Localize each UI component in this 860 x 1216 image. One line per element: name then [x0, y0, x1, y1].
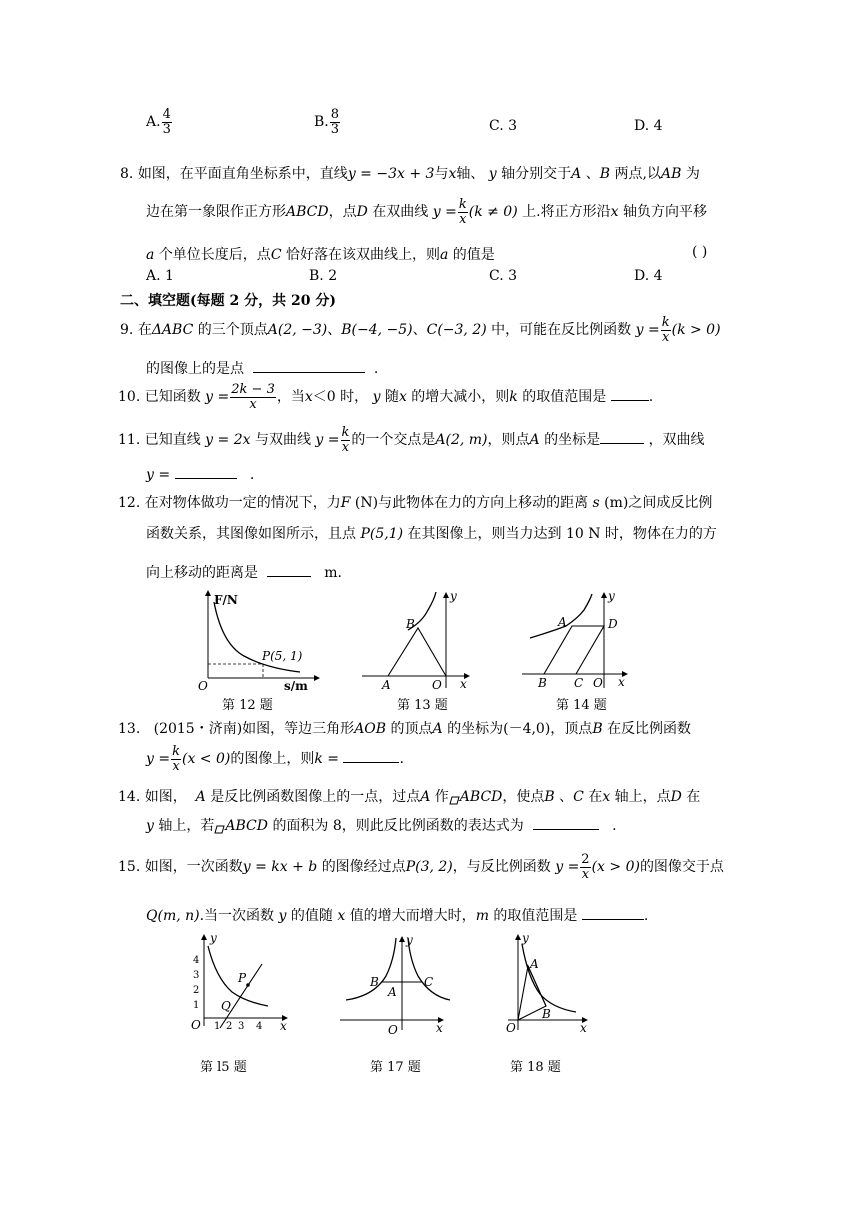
fig14-caption: 第 14 题 — [556, 698, 607, 713]
fig13-origin: O — [432, 678, 442, 692]
fig17-origin: O — [388, 1023, 398, 1036]
q8-line-2: 边在第一象限作正方形ABCD，点D 在双曲线 y = $\frac{k}{x}$ (k ≠ 0) 上.将正方形沿x 轴负方向平移 — [146, 197, 707, 227]
q8-answer-paren: ( ) — [692, 244, 708, 260]
figure-18 — [500, 930, 592, 1036]
fig18-y: y — [522, 931, 529, 945]
fig15-xtick-2: 2 — [226, 1021, 233, 1032]
q14-answer-blank[interactable] — [533, 817, 599, 830]
q11-line-1: 11. 已知直线 y = 2x 与双曲线 y = $\frac{k}{x}$ 的一个交点是A(2, m)，则点A 的坐标是 ，双曲线 — [118, 425, 705, 455]
fig13-caption: 第 13 题 — [397, 698, 448, 713]
q13-answer-blank[interactable] — [343, 750, 399, 763]
fig14-x: x — [618, 675, 625, 689]
fig15-ytick-3: 3 — [193, 970, 200, 981]
q12-line-2: 函数关系，其图像如图所示，且点 P(5,1) 在其图像上，则当力达到 10 N 时，物体在力的方 — [146, 526, 717, 542]
fig14-d: D — [608, 617, 618, 631]
q13-line-1: 13. (2015・济南)如图，等边三角形AOB 的顶点A 的坐标为(－4,0)，顶点B 在反比例函数 — [118, 721, 692, 737]
q14-line-2: y 轴上，若 ABCD 的面积为 8，则此反比例函数的表达式为 . — [146, 818, 617, 834]
parallelogram-icon — [214, 822, 225, 831]
q8-option-b: B. 2 — [309, 268, 338, 284]
figure-17 — [338, 930, 450, 1036]
q8-option-a: A. 1 — [146, 268, 174, 284]
fig15-y: y — [210, 931, 217, 945]
q7-option-b: B. $\frac{8}{3}$ — [314, 107, 340, 137]
fig13-b: B — [406, 617, 415, 631]
fig15-p: P — [238, 971, 247, 985]
q10-answer-blank[interactable] — [611, 388, 649, 401]
fig12-xlabel: s/m — [284, 679, 308, 692]
fig18-origin: O — [506, 1021, 516, 1035]
fig17-y: y — [406, 933, 413, 947]
q11-hyperbola-blank[interactable] — [175, 466, 237, 479]
fig17-b: B — [370, 975, 379, 989]
q9-answer-blank[interactable] — [253, 360, 365, 373]
q11-line-2: y = . — [146, 467, 255, 483]
q7-option-d: D. 4 — [634, 118, 663, 134]
fig15-caption: 第 l5 题 — [200, 1060, 247, 1075]
fig12-point-p: P(5, 1) — [262, 649, 303, 663]
fig17-c: C — [424, 975, 434, 989]
parallelogram-icon — [449, 793, 460, 802]
fig18-caption: 第 18 题 — [510, 1060, 561, 1075]
q10-line-1: 10. 已知函数 y = $\frac{2k - 3}{x}$ ，当x＜0 时， y 随x 的增大减小，则k 的取值范围是 . — [118, 382, 654, 412]
fig14-b: B — [538, 676, 547, 690]
fig15-xtick-1: 1 — [214, 1021, 221, 1032]
figure-15 — [184, 930, 294, 1034]
fig13-a: A — [382, 678, 391, 692]
q8-option-c: C. 3 — [489, 268, 518, 284]
fig12-ylabel: F/N — [214, 593, 238, 607]
q15-answer-blank[interactable] — [582, 907, 644, 920]
fig14-a: A — [558, 615, 567, 629]
fig14-c: C — [574, 676, 584, 690]
q9-line-2: 的图像上的是点 . — [146, 361, 379, 377]
fig15-ytick-2: 2 — [193, 985, 200, 996]
q8-line-1: 8. 如图，在平面直角坐标系中，直线y = −3x + 3与x轴、 y 轴分别交于A 、B 两点,以AB 为 — [120, 166, 700, 182]
fig15-origin: O — [191, 1018, 201, 1032]
fig15-ytick-1: 1 — [193, 1000, 200, 1011]
q7-option-c: C. 3 — [489, 118, 518, 134]
figure-12 — [196, 588, 320, 692]
q8-option-d: D. 4 — [634, 268, 663, 284]
q12-answer-blank[interactable] — [267, 564, 311, 577]
fig13-x: x — [460, 677, 467, 691]
q12-line-3: 向上移动的距离是 m. — [146, 565, 342, 581]
q8-line-3: a 个单位长度后，点C 恰好落在该双曲线上，则a 的值是 — [146, 247, 495, 263]
q12-line-1: 12. 在对物体做功一定的情况下，力F (N)与此物体在力的方向上移动的距离 s (m)之间成反比例 — [118, 495, 713, 511]
fig18-b: B — [542, 1007, 551, 1021]
q15-line-2: Q(m, n).当一次函数 y 的值随 x 值的增大而增大时，m 的取值范围是 . — [146, 908, 649, 924]
q14-line-1: 14. 如图， A 是反比例函数图像上的一点，过点A 作 ABCD，使点B 、C 在x 轴上，点D 在 — [118, 789, 701, 805]
q11-coordinate-blank[interactable] — [600, 431, 644, 444]
fig18-x: x — [580, 1021, 587, 1035]
fig14-y: y — [608, 589, 615, 603]
q7-option-a: A. $\frac{4}{3}$ — [146, 107, 171, 137]
fig12-caption: 第 12 题 — [222, 698, 273, 713]
fig15-ytick-4: 4 — [193, 955, 200, 966]
figure-13 — [360, 588, 472, 692]
fig12-origin: O — [198, 679, 208, 692]
fig14-origin: O — [593, 676, 603, 690]
fig17-a: A — [388, 985, 397, 999]
fig13-y: y — [450, 589, 457, 603]
figure-14 — [520, 588, 632, 692]
fig17-x: x — [436, 1021, 443, 1035]
fig18-a: A — [530, 957, 539, 971]
fig15-xtick-3: 3 — [238, 1021, 245, 1032]
q15-line-1: 15. 如图，一次函数y = kx + b 的图像经过点P(3, 2)，与反比例函数 y = $\frac{2}{x}$ (x > 0)的图像交于点 — [118, 852, 724, 882]
fig17-caption: 第 17 题 — [370, 1060, 421, 1075]
q9-line-1: 9. 在ΔABC 的三个顶点A(2, −3)、B(−4, −5)、C(−3, 2) 中，可能在反比例函数 y = $\frac{k}{x}$ (k > 0) — [120, 315, 721, 345]
q13-line-2: y = $\frac{k}{x}$ (x < 0)的图像上，则k = . — [146, 744, 404, 774]
fig15-xtick-4: 4 — [256, 1021, 263, 1032]
fig15-q: Q — [221, 999, 231, 1013]
fig15-x: x — [280, 1019, 287, 1033]
section-2-heading: 二、填空题(每题 2 分，共 20 分) — [120, 293, 336, 309]
